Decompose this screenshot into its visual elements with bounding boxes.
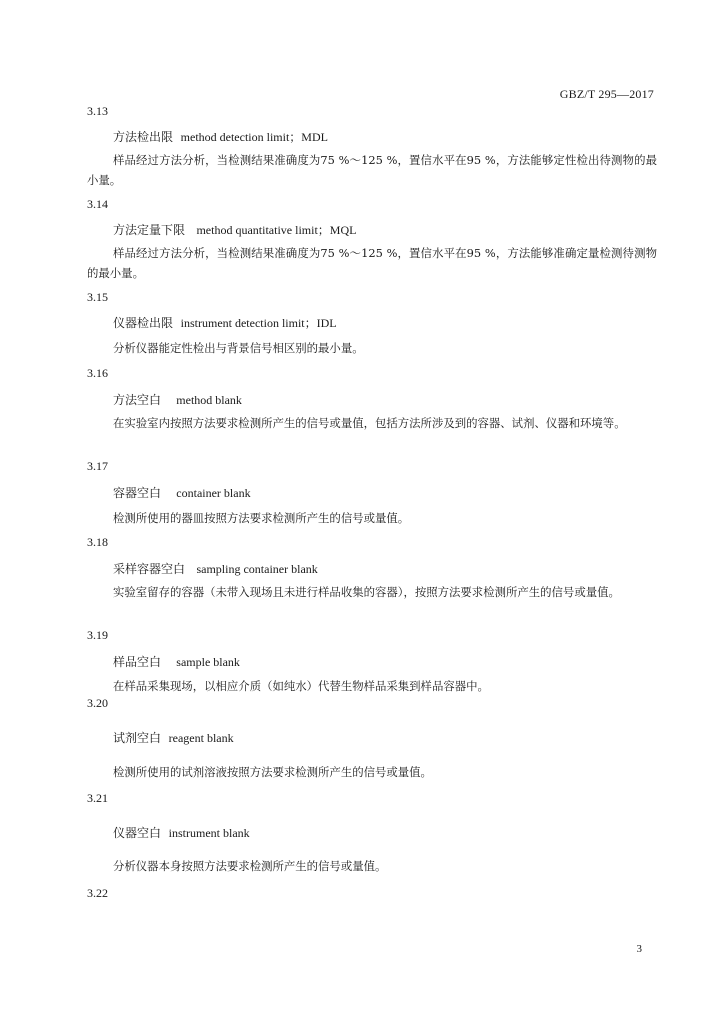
page-number: 3 (636, 943, 642, 955)
term-english: reagent blank (168, 731, 234, 745)
term-heading (113, 729, 234, 746)
term-english: instrument detection limit；IDL (180, 316, 337, 330)
entry-number: 3.18 (87, 535, 108, 549)
term-heading (113, 824, 250, 841)
term-definition: 样品经过方法分析，当检测结果准确度为75 %～125 %，置信水平在95 %，方法能够准确定量检测待测物的最小量。 (87, 246, 657, 280)
term-chinese: 方法检出限 (113, 130, 174, 144)
term-chinese: 方法定量下限 (113, 223, 186, 237)
term-english: container blank (176, 486, 251, 500)
term-definition: 样品经过方法分析，当检测结果准确度为75 %～125 %，置信水平在95 %，方法能够定性检出待测物的最小量。 (87, 153, 657, 187)
term-english: sampling container blank (196, 562, 318, 576)
term-heading (113, 653, 240, 670)
standard-code-header: GBZ/T 295—2017 (559, 87, 654, 101)
term-definition: 检测所使用的器皿按照方法要求检测所产生的信号或量值。 (113, 511, 410, 525)
term-heading (113, 128, 328, 145)
term-english: instrument blank (168, 826, 250, 840)
entry-number: 3.21 (87, 791, 108, 805)
term-chinese: 样品空白 (113, 655, 162, 669)
entry-number: 3.20 (87, 696, 108, 710)
entry-number: 3.19 (87, 628, 108, 642)
term-definition: 实验室留存的容器（未带入现场且未进行样品收集的容器），按照方法要求检测所产生的信号或量值。 (113, 585, 620, 599)
term-definition: 分析仪器本身按照方法要求检测所产生的信号或量值。 (113, 859, 387, 873)
term-english: sample blank (176, 655, 240, 669)
term-chinese: 仪器空白 (113, 826, 162, 840)
term-english: method blank (176, 393, 242, 407)
term-heading (113, 221, 356, 238)
term-english: method quantitative limit；MQL (196, 223, 357, 237)
term-heading (113, 314, 337, 331)
term-definition: 在样品采集现场，以相应介质（如纯水）代替生物样品采集到样品容器中。 (113, 679, 489, 693)
entry-number: 3.14 (87, 197, 108, 211)
term-chinese: 试剂空白 (113, 731, 162, 745)
term-definition: 检测所使用的试剂溶液按照方法要求检测所产生的信号或量值。 (113, 765, 432, 779)
term-chinese: 方法空白 (113, 393, 162, 407)
entry-number: 3.16 (87, 366, 108, 380)
term-definition: 分析仪器能定性检出与背景信号相区别的最小量。 (113, 341, 364, 355)
term-english: method detection limit；MDL (180, 130, 328, 144)
term-chinese: 容器空白 (113, 486, 162, 500)
term-heading (113, 391, 242, 408)
entry-number: 3.22 (87, 886, 108, 900)
term-chinese: 采样容器空白 (113, 562, 186, 576)
entry-number: 3.15 (87, 290, 108, 304)
entry-number: 3.17 (87, 459, 108, 473)
term-heading (113, 484, 251, 501)
term-heading (113, 560, 318, 577)
entry-number: 3.13 (87, 104, 108, 118)
term-chinese: 仪器检出限 (113, 316, 174, 330)
term-definition: 在实验室内按照方法要求检测所产生的信号或量值，包括方法所涉及到的容器、试剂、仪器和环境等。 (113, 416, 626, 430)
